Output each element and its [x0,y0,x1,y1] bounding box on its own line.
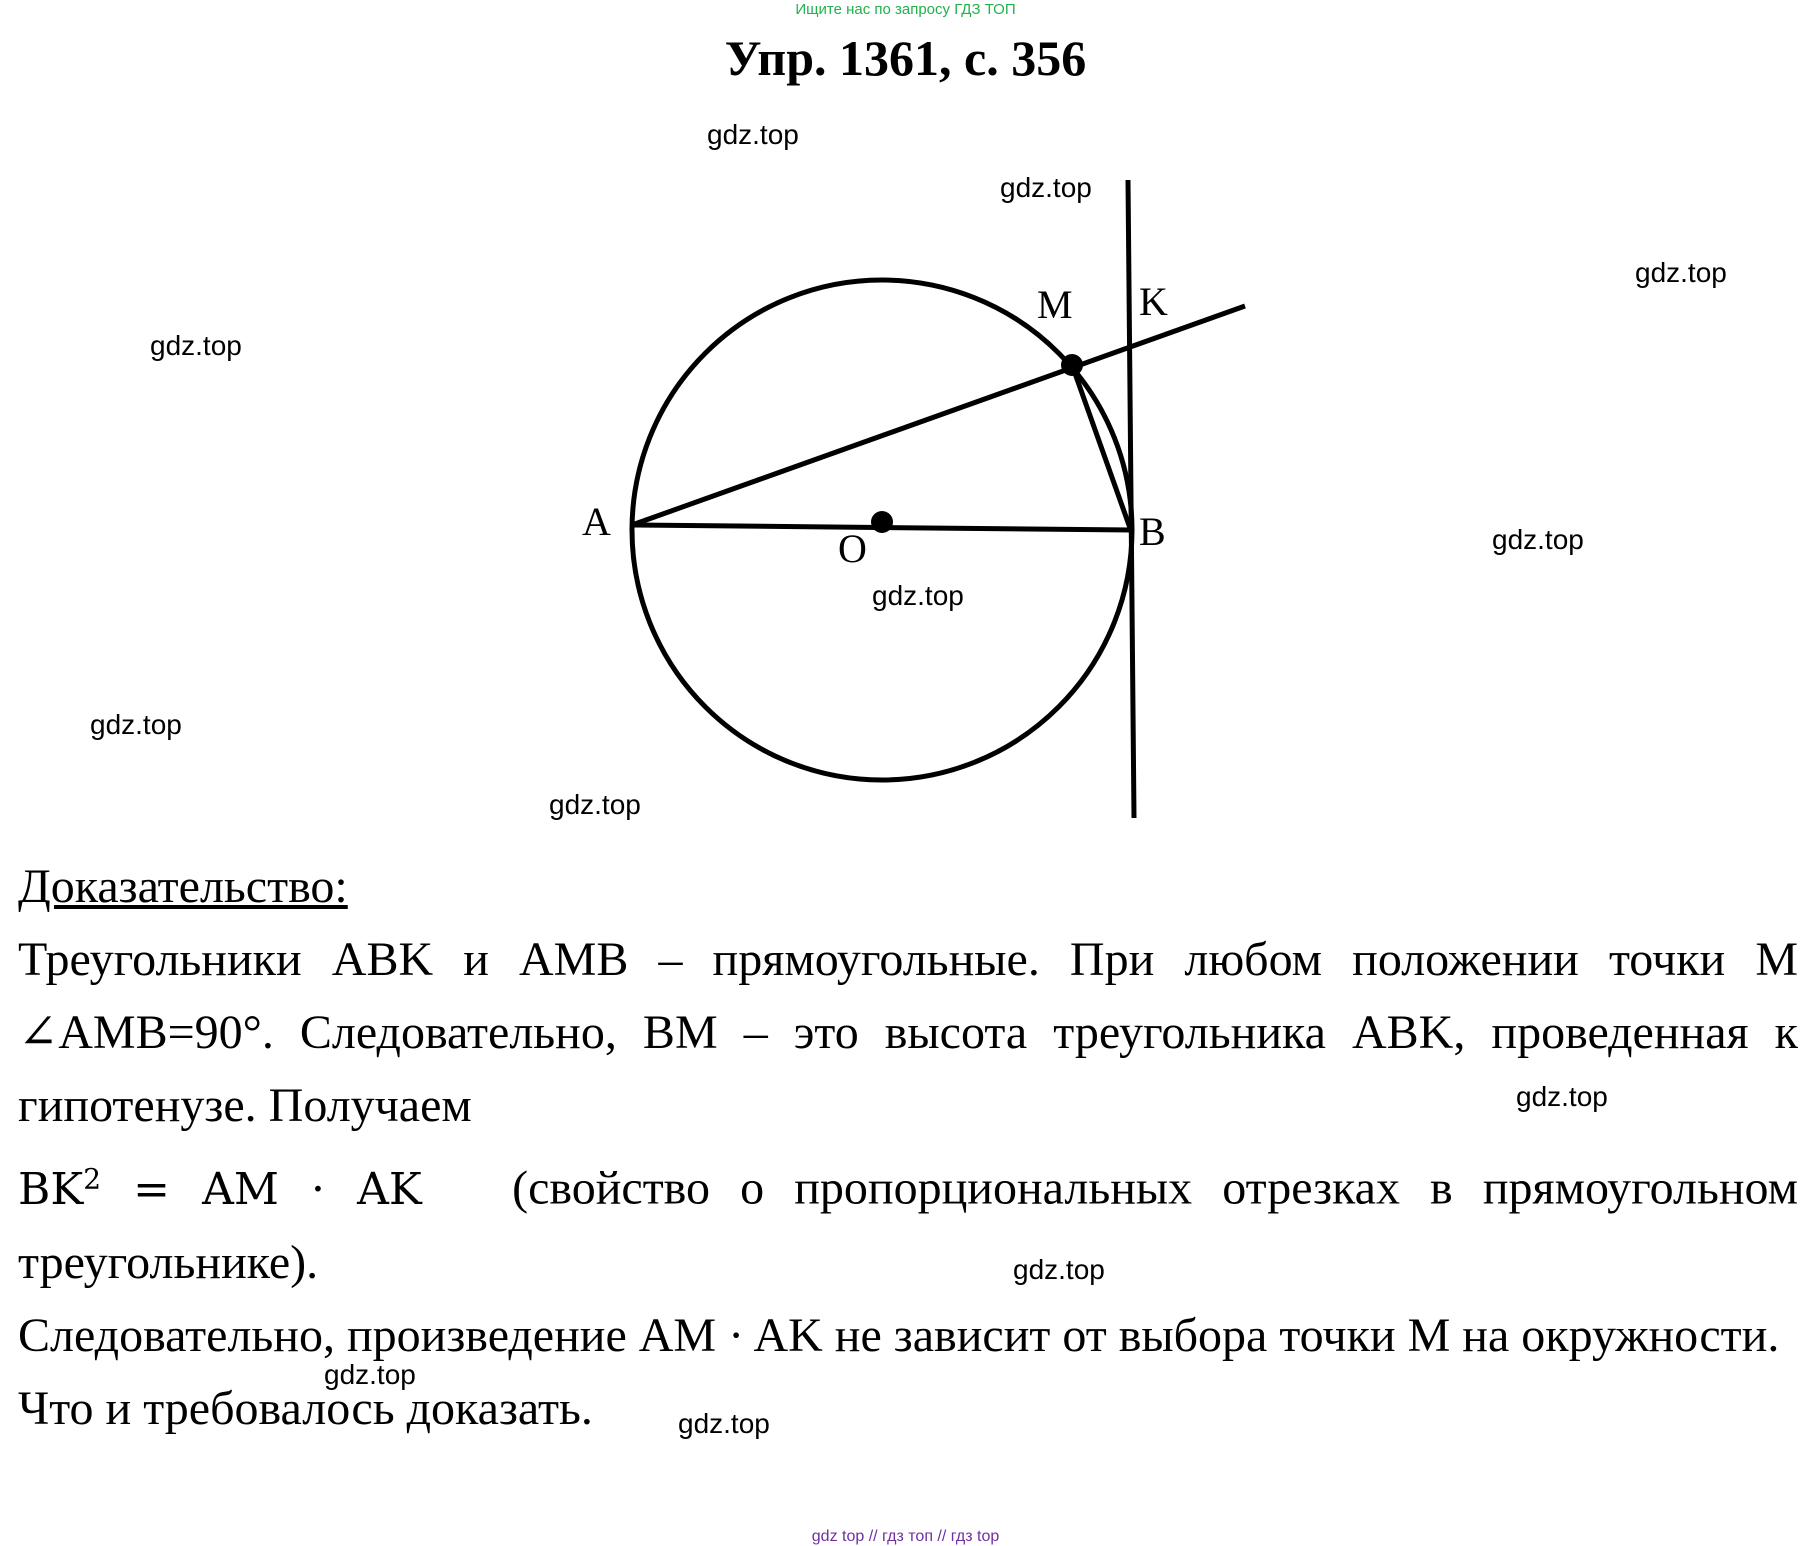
label-m: M [1037,282,1073,327]
point-m [1061,354,1083,376]
exercise-title: Упр. 1361, с. 356 [724,30,1087,86]
proof-text [18,850,1798,1445]
proof-paragraph-1: Треугольники ABK и AMB – прямоугольные. При любом положении точки M ∠AMB=90°. Следовательно, BM – это высота треугольника ABK, проведенная к гипотенузе. Получаем [18,933,1798,1132]
watermark: gdz.top [1635,257,1727,288]
point-o [871,511,893,533]
footer-watermark: gdz top // гдз топ // гдз top [811,1528,1000,1545]
proof-paragraph-4: Что и требовалось доказать. [18,1381,593,1435]
watermark: gdz.top [872,580,964,611]
formula: $BK^2$ = AM · AK [18,1162,422,1215]
watermark: gdz.top [324,1359,416,1390]
watermark: gdz.top [1492,524,1584,555]
proof-paragraph-2: $BK^2$ = AM · AK (свойство о пропорциональных отрезках в прямоугольном треугольнике). [18,1161,1798,1289]
tangent-line-bk [1128,180,1134,818]
label-k: K [1139,279,1168,324]
watermark: gdz.top [1013,1254,1105,1285]
label-b: B [1139,509,1166,554]
proof-paragraph-3: Следовательно, произведение AM · AK не зависит от выбора точки M на окружности. [18,1308,1780,1362]
search-banner: Ищите нас по запросу ГДЗ ТОП [795,1,1016,18]
proof-heading: Доказательство: [18,860,348,913]
watermark: gdz.top [1516,1081,1608,1112]
watermark: gdz.top [150,330,242,361]
watermark: gdz.top [707,119,799,150]
label-o: O [838,526,867,571]
watermark: gdz.top [678,1408,770,1439]
watermark: gdz.top [549,789,641,820]
watermark: gdz.top [90,709,182,740]
watermark: gdz.top [1000,172,1092,203]
chord-mb [1072,365,1130,528]
label-a: A [582,499,611,544]
